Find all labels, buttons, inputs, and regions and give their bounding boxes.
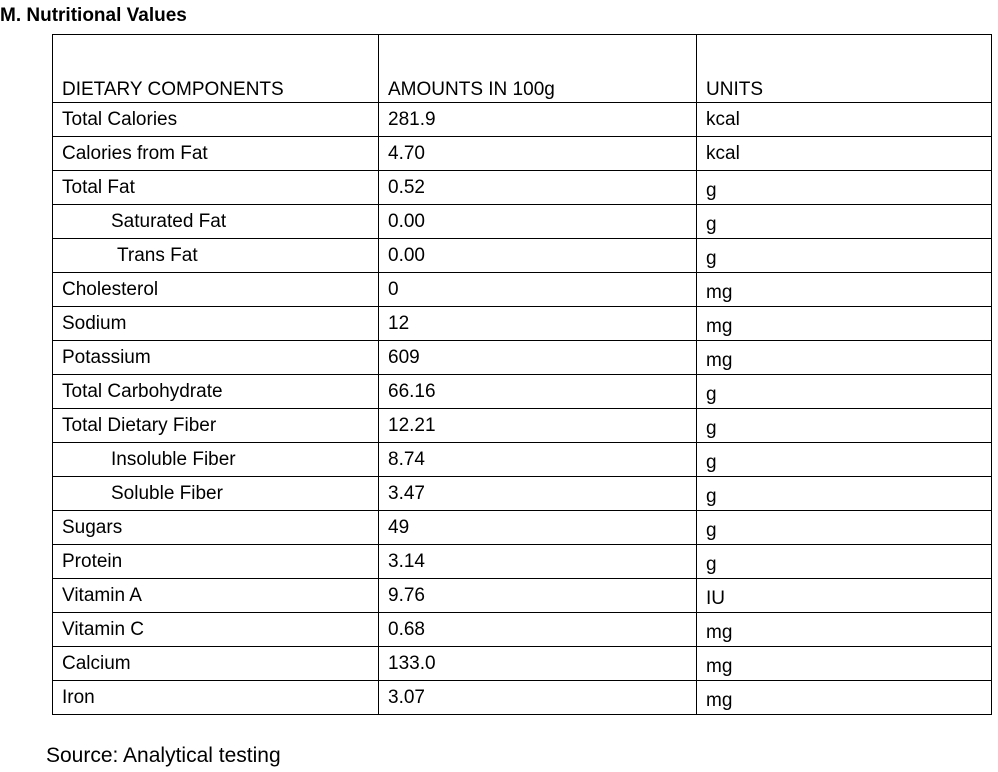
cell-unit: g: [697, 409, 992, 443]
cell-component: Total Dietary Fiber: [53, 409, 379, 443]
cell-amount: 66.16: [379, 375, 697, 409]
cell-component: Vitamin A: [53, 579, 379, 613]
cell-unit: kcal: [697, 103, 992, 137]
nutrition-table-body: [53, 35, 992, 715]
cell-unit: g: [697, 239, 992, 273]
header-amounts: AMOUNTS IN 100g: [379, 35, 697, 103]
cell-amount: 3.14: [379, 545, 697, 579]
cell-component: Vitamin C: [53, 613, 379, 647]
header-dietary-components: DIETARY COMPONENTS: [53, 35, 379, 103]
cell-amount: 12: [379, 307, 697, 341]
cell-component: Sodium: [53, 307, 379, 341]
cell-amount: 609: [379, 341, 697, 375]
cell-amount: 9.76: [379, 579, 697, 613]
cell-component: Insoluble Fiber: [53, 443, 379, 477]
cell-unit: g: [697, 545, 992, 579]
cell-component: Cholesterol: [53, 273, 379, 307]
cell-component: Potassium: [53, 341, 379, 375]
cell-unit: mg: [697, 273, 992, 307]
cell-unit: mg: [697, 647, 992, 681]
cell-unit: mg: [697, 341, 992, 375]
cell-component: Sugars: [53, 511, 379, 545]
table-row: [53, 171, 992, 205]
cell-unit: g: [697, 375, 992, 409]
cell-amount: 0.00: [379, 239, 697, 273]
table-row: [53, 647, 992, 681]
cell-amount: 0.52: [379, 171, 697, 205]
source-note: Source: Analytical testing: [46, 744, 281, 767]
cell-unit: IU: [697, 579, 992, 613]
table-row: [53, 137, 992, 171]
cell-unit: g: [697, 205, 992, 239]
cell-unit: g: [697, 477, 992, 511]
table-header-row: [53, 35, 992, 103]
cell-amount: 133.0: [379, 647, 697, 681]
table-row: [53, 443, 992, 477]
cell-unit: mg: [697, 613, 992, 647]
table-row: [53, 341, 992, 375]
cell-component: Iron: [53, 681, 379, 715]
table-row: [53, 545, 992, 579]
header-units: UNITS: [697, 35, 992, 103]
table-row: [53, 409, 992, 443]
cell-component: Protein: [53, 545, 379, 579]
cell-component: Trans Fat: [53, 239, 379, 273]
table-row: [53, 613, 992, 647]
cell-amount: 0.00: [379, 205, 697, 239]
cell-component: Calories from Fat: [53, 137, 379, 171]
table-row: [53, 103, 992, 137]
cell-unit: g: [697, 511, 992, 545]
cell-component: Total Carbohydrate: [53, 375, 379, 409]
cell-amount: 4.70: [379, 137, 697, 171]
table-row: [53, 511, 992, 545]
cell-unit: mg: [697, 307, 992, 341]
cell-amount: 3.07: [379, 681, 697, 715]
cell-component: Soluble Fiber: [53, 477, 379, 511]
cell-unit: g: [697, 443, 992, 477]
table-row: [53, 239, 992, 273]
table-row: [53, 205, 992, 239]
table-row: [53, 273, 992, 307]
cell-component: Calcium: [53, 647, 379, 681]
cell-amount: 281.9: [379, 103, 697, 137]
section-title: M. Nutritional Values: [0, 5, 187, 26]
table-row: [53, 375, 992, 409]
cell-component: Saturated Fat: [53, 205, 379, 239]
table-row: [53, 307, 992, 341]
cell-amount: 12.21: [379, 409, 697, 443]
table-row: [53, 579, 992, 613]
table-row: [53, 477, 992, 511]
cell-unit: g: [697, 171, 992, 205]
table-row: [53, 681, 992, 715]
cell-amount: 8.74: [379, 443, 697, 477]
cell-component: Total Calories: [53, 103, 379, 137]
cell-unit: kcal: [697, 137, 992, 171]
cell-amount: 3.47: [379, 477, 697, 511]
cell-component: Total Fat: [53, 171, 379, 205]
cell-amount: 49: [379, 511, 697, 545]
cell-unit: mg: [697, 681, 992, 715]
cell-amount: 0: [379, 273, 697, 307]
cell-amount: 0.68: [379, 613, 697, 647]
nutrition-table: [52, 34, 992, 715]
